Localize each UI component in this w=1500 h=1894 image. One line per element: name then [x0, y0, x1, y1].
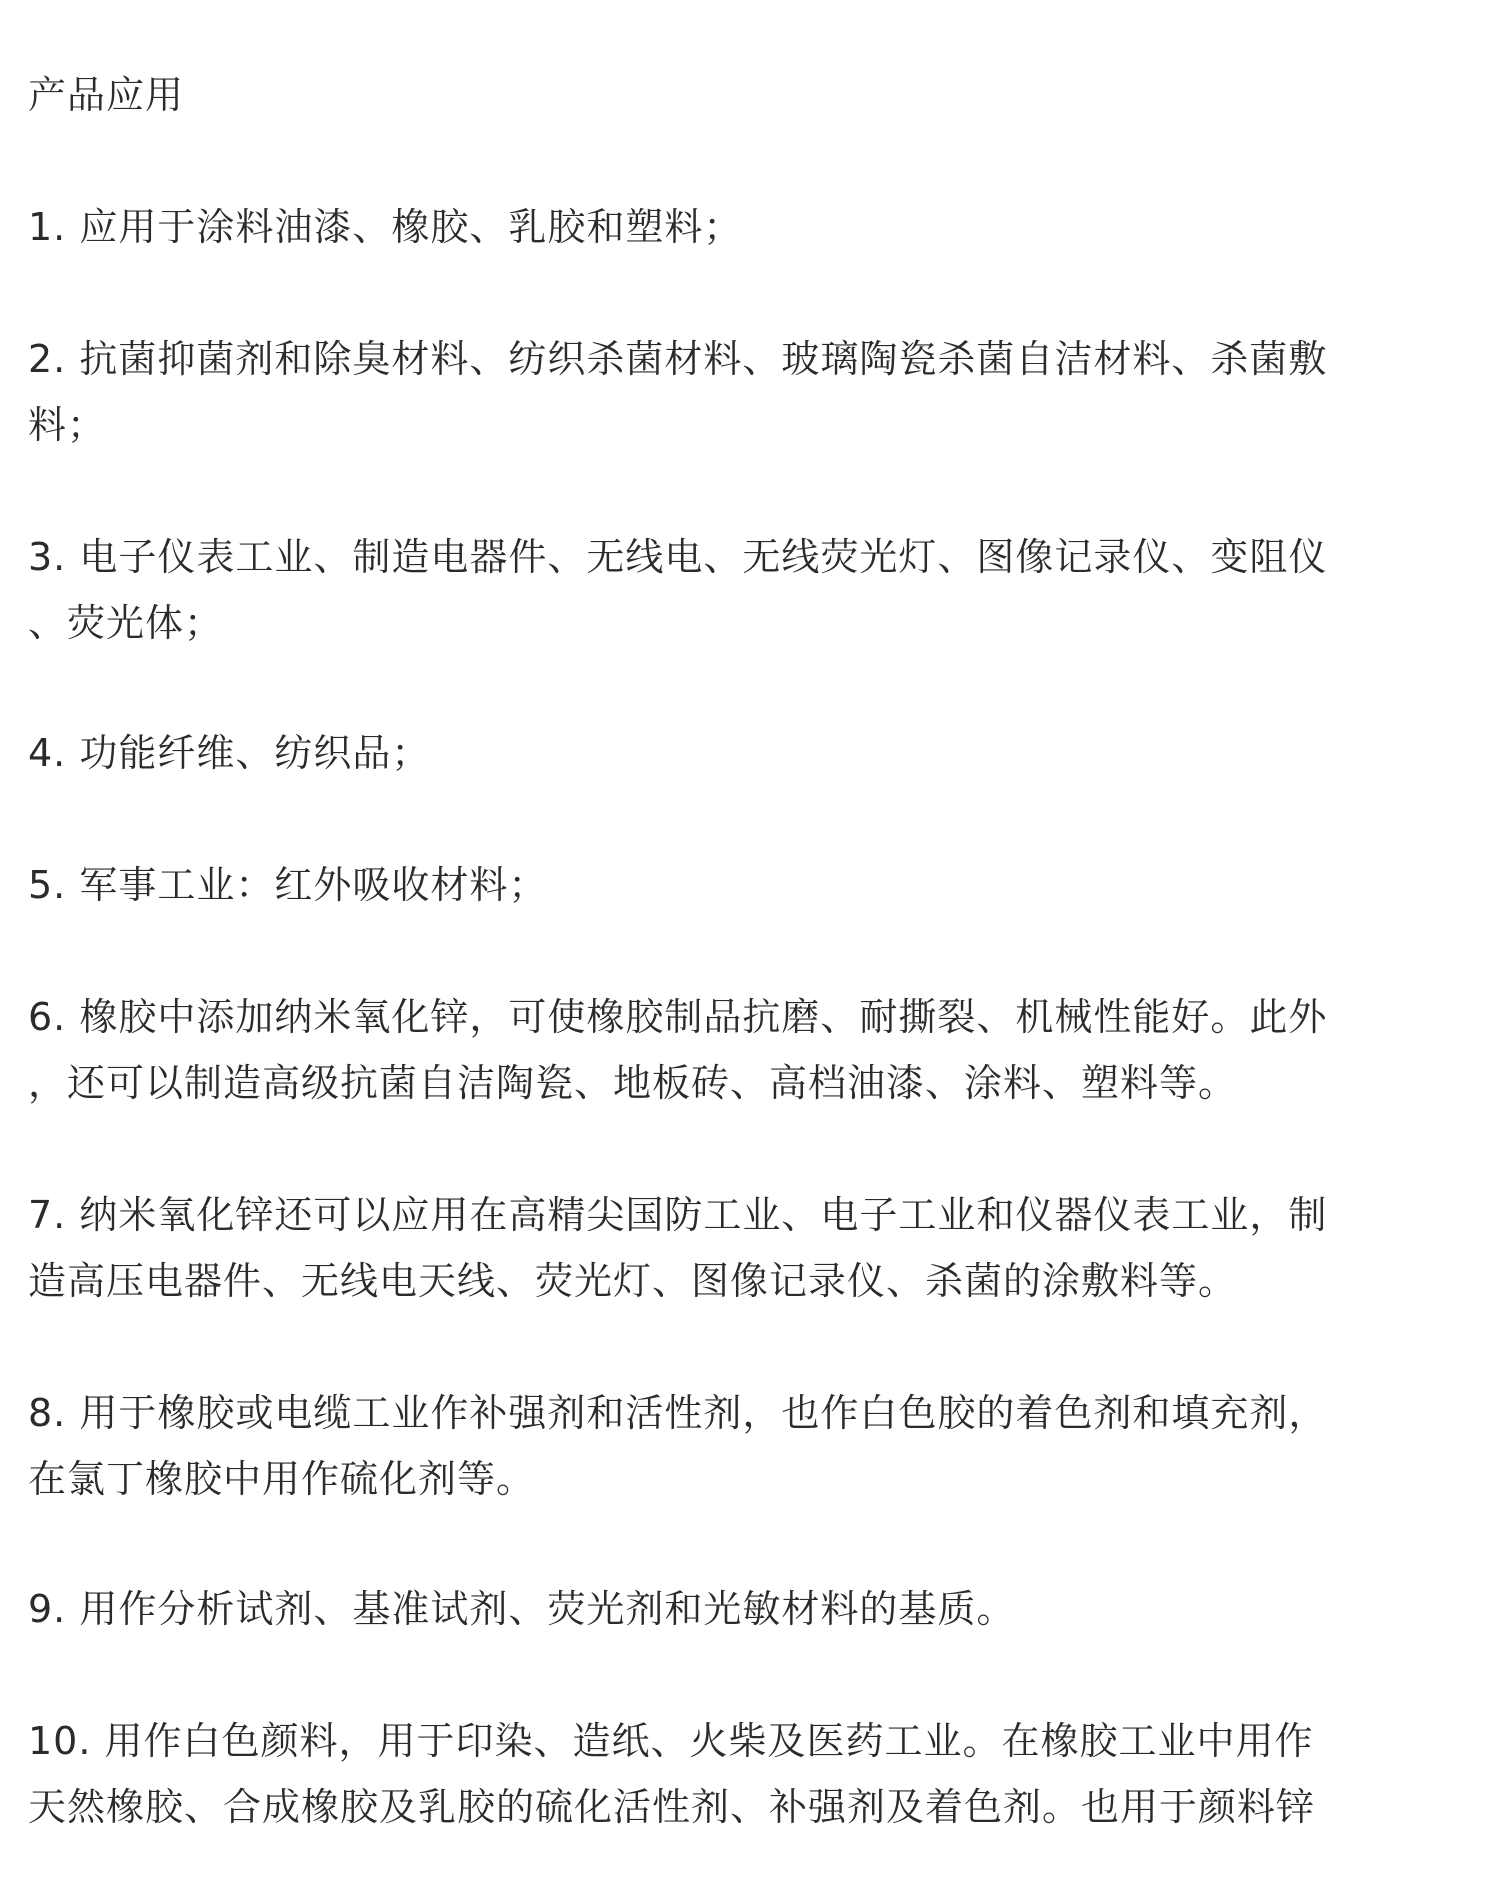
list-item-4 — [28, 720, 1468, 786]
list-item-1 — [28, 194, 1468, 260]
list-item-7 — [28, 1182, 1468, 1314]
item-line: 、荧光体； — [28, 601, 224, 645]
item-line: 7. 纳米氧化锌还可以应用在高精尖国防工业、电子工业和仪器仪表工业，制 — [28, 1193, 1328, 1237]
item-line: 6. 橡胶中添加纳米氧化锌，可使橡胶制品抗磨、耐撕裂、机械性能好。此外 — [28, 995, 1328, 1039]
item-line: 5. 军事工业：红外吸收材料； — [28, 863, 548, 907]
list-item-6 — [28, 984, 1468, 1116]
item-line: 天然橡胶、合成橡胶及乳胶的硫化活性剂、补强剂及着色剂。也用于颜料锌 — [28, 1785, 1316, 1829]
list-item-9 — [28, 1576, 1468, 1642]
item-line: 2. 抗菌抑菌剂和除臭材料、纺织杀菌材料、玻璃陶瓷杀菌自洁材料、杀菌敷 — [28, 337, 1328, 381]
list-item-8 — [28, 1380, 1468, 1512]
item-line: 料； — [28, 403, 107, 447]
item-line: 8. 用于橡胶或电缆工业作补强剂和活性剂，也作白色胶的着色剂和填充剂， — [28, 1391, 1328, 1435]
section-heading: 产品应用 — [28, 73, 185, 117]
item-line: 4. 功能纤维、纺织品； — [28, 731, 431, 775]
item-line: 3. 电子仪表工业、制造电器件、无线电、无线荧光灯、图像记录仪、变阻仪 — [28, 535, 1328, 579]
item-line: 造高压电器件、无线电天线、荧光灯、图像记录仪、杀菌的涂敷料等。 — [28, 1259, 1238, 1303]
item-line: 1. 应用于涂料油漆、橡胶、乳胶和塑料； — [28, 205, 743, 249]
list-item-2 — [28, 326, 1468, 458]
list-item-10 — [28, 1708, 1468, 1840]
item-line: 9. 用作分析试剂、基准试剂、荧光剂和光敏材料的基质。 — [28, 1587, 1016, 1631]
list-item-5 — [28, 852, 1468, 918]
item-line: 在氯丁橡胶中用作硫化剂等。 — [28, 1457, 536, 1501]
list-item-3 — [28, 524, 1468, 656]
item-line: ，还可以制造高级抗菌自洁陶瓷、地板砖、高档油漆、涂料、塑料等。 — [28, 1061, 1238, 1105]
item-line: 10. 用作白色颜料，用于印染、造纸、火柴及医药工业。在橡胶工业中用作 — [28, 1719, 1314, 1763]
